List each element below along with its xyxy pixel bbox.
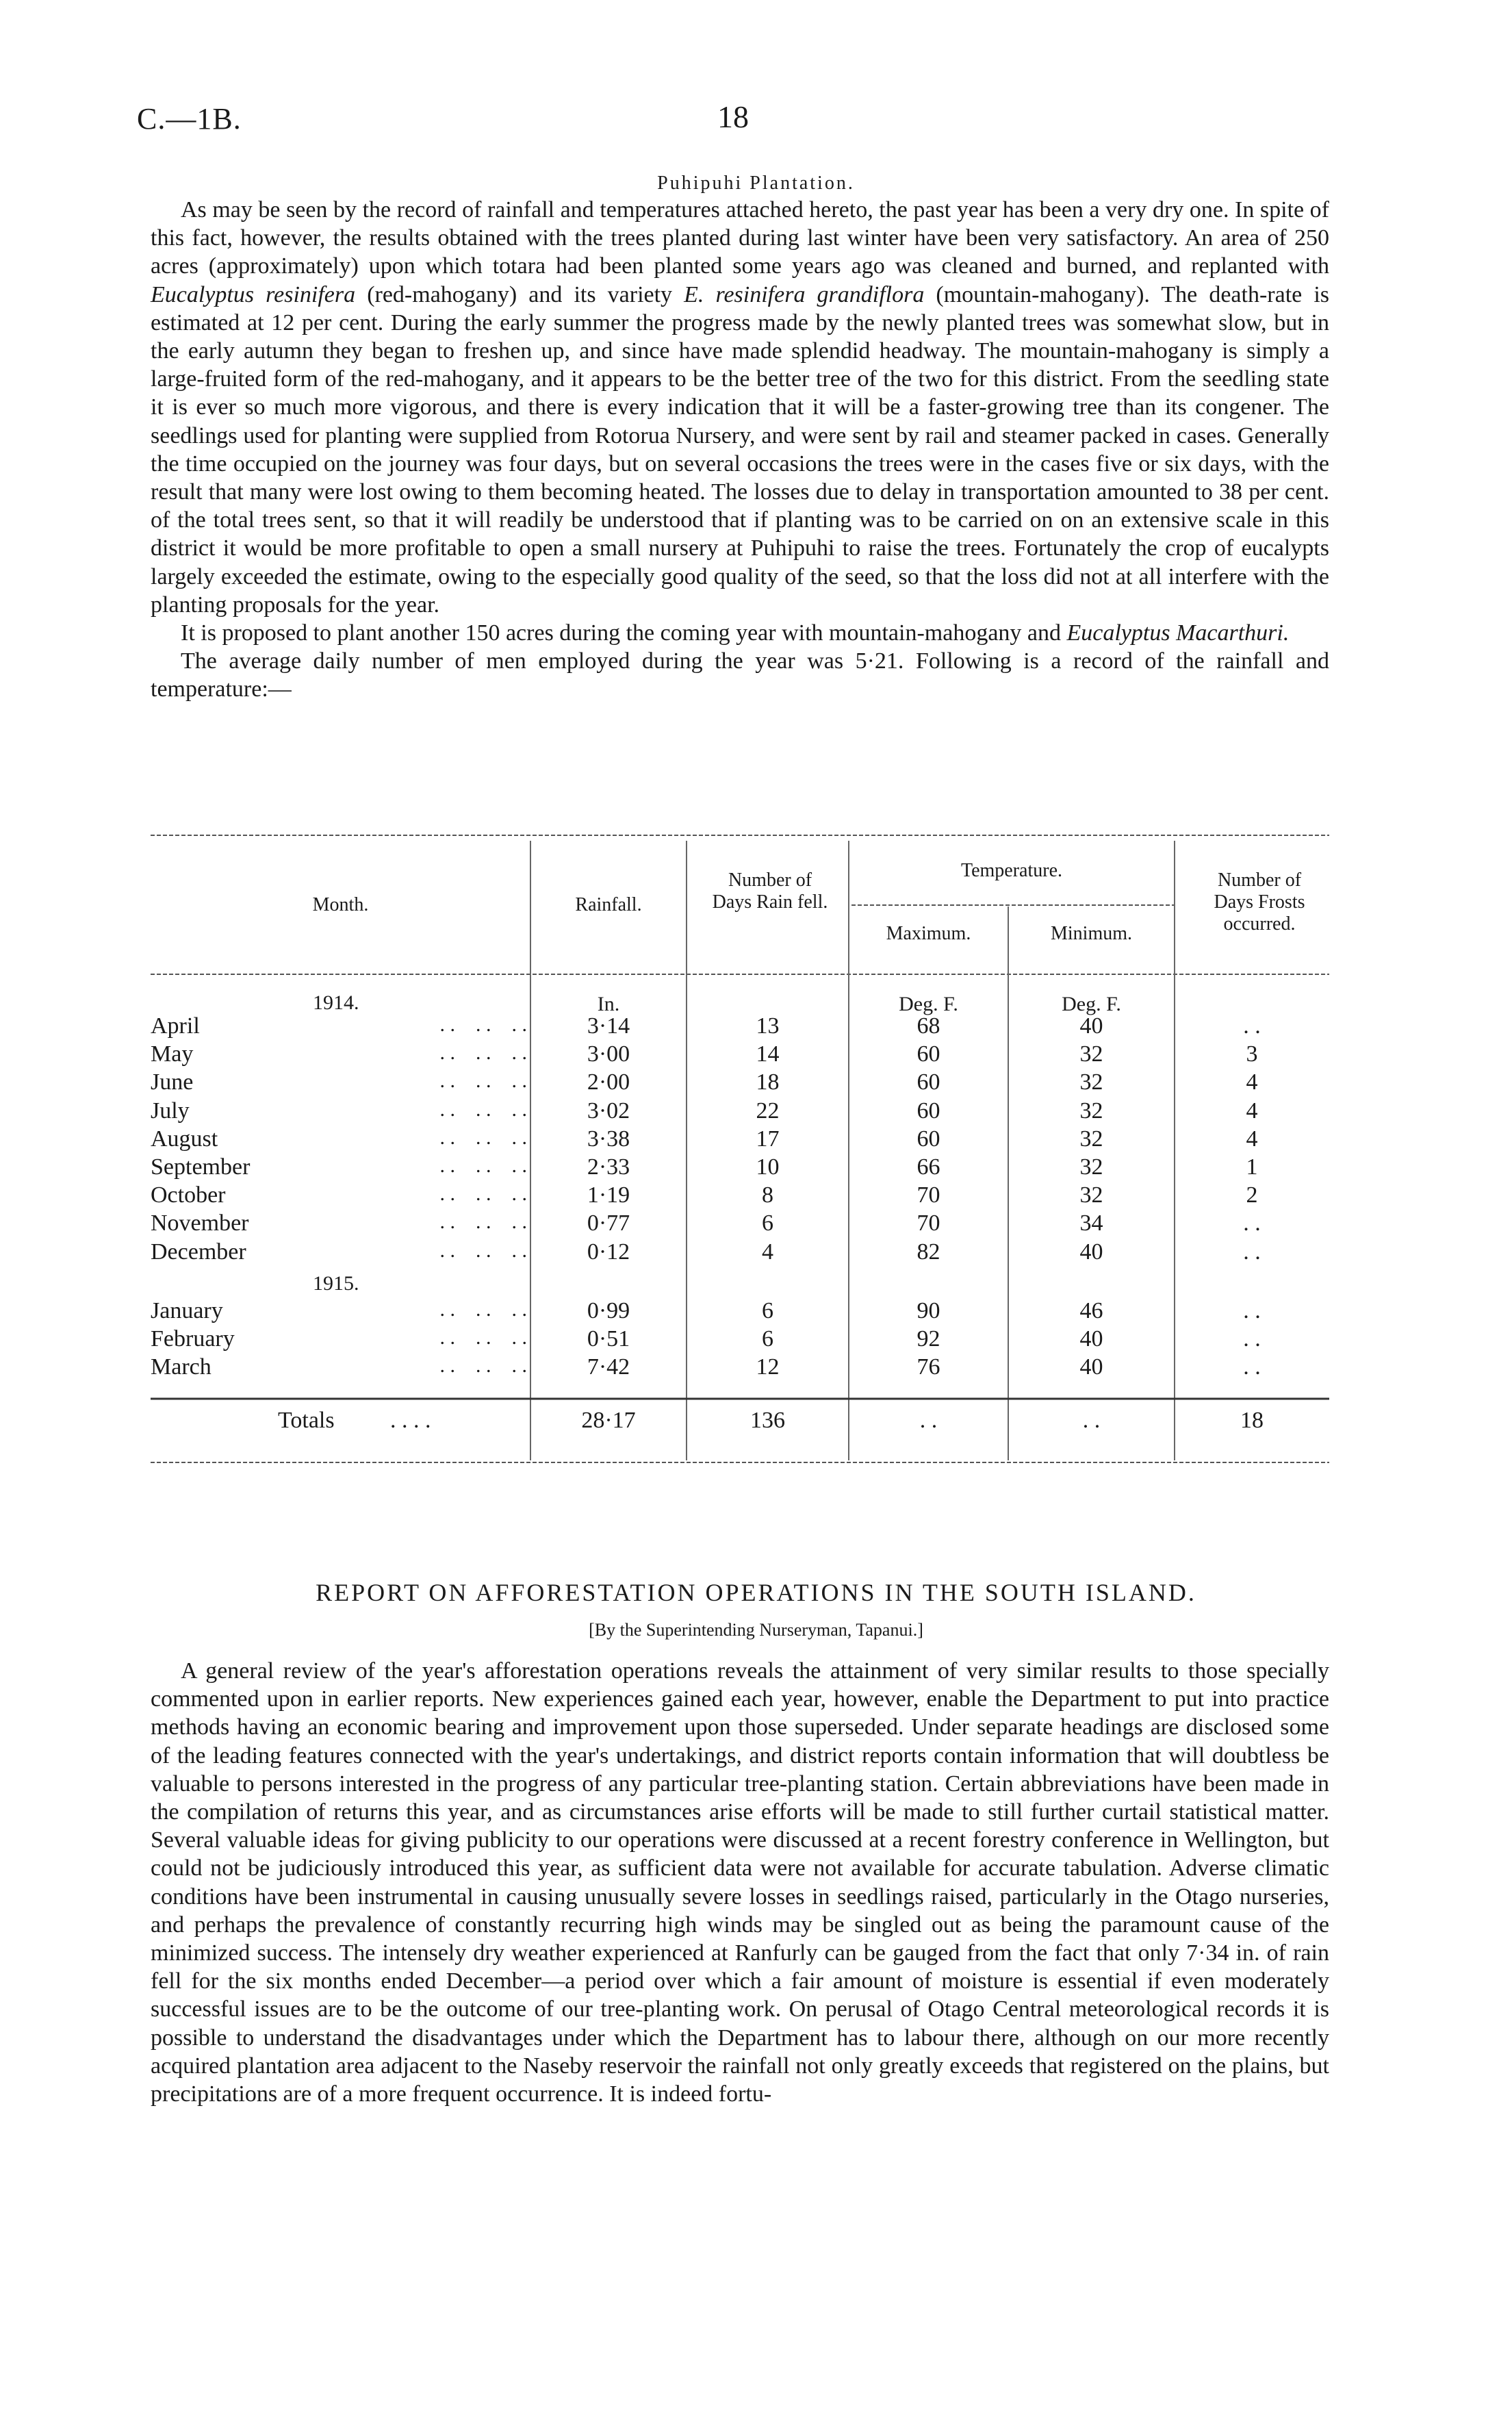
report-title: REPORT ON AFFORESTATION OPERATIONS IN THE SOUTH ISLAND. bbox=[316, 1579, 1196, 1606]
cell-rainfall: 0·99 bbox=[587, 1298, 630, 1323]
cell-rainfall: 2·00 bbox=[587, 1069, 630, 1095]
puhipuhi-paragraph-1 bbox=[151, 196, 1329, 619]
header-rainfall: Rainfall. bbox=[575, 894, 642, 915]
cell-max-temp: 76 bbox=[917, 1354, 940, 1380]
text-run: The average daily number of men employed during the year was 5·21. Following is a record of the rainfall and temperature:— bbox=[151, 648, 1329, 702]
cell-month: November bbox=[151, 1210, 249, 1236]
totals-label: Totals bbox=[278, 1408, 335, 1433]
section-title-puhipuhi: Puhipuhi Plantation. bbox=[657, 173, 855, 194]
report-text bbox=[151, 1657, 1329, 2108]
puhipuhi-paragraph-2 bbox=[151, 619, 1329, 647]
totals-leader-dots: . . . . bbox=[390, 1408, 431, 1433]
cell-days-rain: 14 bbox=[756, 1041, 780, 1067]
year-label-1915: 1915. bbox=[313, 1272, 359, 1295]
italic-species-name: E. resinifera grandiflora bbox=[684, 281, 925, 307]
text-run: As may be seen by the record of rainfall and temperatures attached hereto, the past year has been a very dry one. In spite of this fact, however, the results obtained with the trees planted during last winter have been very satisfactory. An area of 250 acres (approximately) upon which totara had been planted some years ago was cleaned and burned, and replanted with bbox=[151, 197, 1329, 279]
cell-min-temp: 32 bbox=[1079, 1154, 1103, 1180]
cell-max-temp: 66 bbox=[917, 1154, 940, 1180]
cell-month: April bbox=[151, 1013, 200, 1039]
cell-min-temp: 32 bbox=[1079, 1182, 1103, 1208]
cell-min-temp: 40 bbox=[1079, 1013, 1103, 1039]
cell-leader-dots: . . . . . . bbox=[439, 1354, 527, 1378]
cell-max-temp: 60 bbox=[917, 1098, 940, 1124]
cell-frosts: 4 bbox=[1246, 1069, 1258, 1095]
page-number: 18 bbox=[717, 99, 749, 134]
cell-min-temp: 32 bbox=[1079, 1069, 1103, 1095]
cell-frosts: 1 bbox=[1246, 1154, 1258, 1180]
text-run: (red-mahogany) and its variety bbox=[355, 281, 684, 307]
cell-max-temp: 90 bbox=[917, 1298, 940, 1323]
cell-days-rain: 6 bbox=[762, 1298, 773, 1323]
report-paragraph: A general review of the year's afforestation operations reveals the attainment of very similar results to those specially commented upon in earlier reports. New experiences gained each year, however, enable the Department to put into practice methods having an economic bearing and improvement upon those superseded. Under separate headings are disclosed some of the leading features connected with the year's undertakings, and district reports contain information that will doubtless be valuable to persons interested in the progress of any particular tree-planting station. Certain abbreviations have been made in the compilation of returns this year, and as circumstances arise efforts will be made to still further curtail statistical matter. Several valuable ideas for giving publicity to our operations were discussed at a recent forestry conference in Wellington, but could not be judiciously introduced this year, as sufficient data were not available for accurate tabulation. Adverse climatic conditions have been instrumental in causing unusually severe losses in seedlings raised, particularly in the Otago nurseries, and perhaps the prevalence of constantly recurring high winds may be singled out as being the paramount cause of the minimized success. The intensely dry weather experienced at Ranfurly can be gauged from the fact that only 7·34 in. of rain fell for the six months ended December—a period over which a fair amount of moisture is essential if even moderately successful issues are to be the outcome of our tree-planting work. On perusal of Otago Central meteorological records it is possible to understand the disadvantages under which the Department has to labour there, although on our more recently acquired plantation area adjacent to the Naseby reservoir the rainfall not only greatly exceeds that registered on the plains, but precipitations are of a more frequent occurrence. It is indeed fortu- bbox=[151, 1658, 1329, 2107]
totals-minimum: . . bbox=[1082, 1408, 1101, 1433]
cell-max-temp: 60 bbox=[917, 1041, 940, 1067]
cell-month: September bbox=[151, 1154, 251, 1180]
cell-max-temp: 68 bbox=[917, 1013, 940, 1039]
rainfall-temperature-table bbox=[151, 834, 1329, 1471]
puhipuhi-paragraph-3 bbox=[151, 647, 1329, 703]
cell-rainfall: 3·00 bbox=[587, 1041, 630, 1067]
cell-rainfall: 3·14 bbox=[587, 1013, 630, 1039]
cell-rainfall: 1·19 bbox=[587, 1182, 630, 1208]
header-temperature: Temperature. bbox=[960, 860, 1063, 881]
cell-max-temp: 60 bbox=[917, 1069, 940, 1095]
cell-month: June bbox=[151, 1069, 194, 1095]
cell-rainfall: 3·38 bbox=[587, 1126, 630, 1152]
cell-days-rain: 6 bbox=[762, 1326, 773, 1352]
header-maximum: Maximum. bbox=[886, 923, 971, 944]
cell-leader-dots: . . . . . . bbox=[439, 1210, 527, 1234]
cell-days-rain: 12 bbox=[756, 1354, 780, 1380]
cell-days-rain: 10 bbox=[756, 1154, 780, 1180]
cell-month: July bbox=[151, 1098, 190, 1124]
cell-frosts: . . bbox=[1243, 1210, 1261, 1236]
cell-month: October bbox=[151, 1182, 226, 1208]
header-frosts: Number of Days Frosts occurred. bbox=[1214, 870, 1305, 935]
cell-leader-dots: . . . . . . bbox=[439, 1239, 527, 1262]
totals-frosts: 18 bbox=[1240, 1408, 1264, 1433]
cell-days-rain: 8 bbox=[762, 1182, 773, 1208]
report-byline: [By the Superintending Nurseryman, Tapanui.] bbox=[589, 1620, 923, 1640]
cell-leader-dots: . . . . . . bbox=[439, 1154, 527, 1177]
cell-month: February bbox=[151, 1326, 235, 1352]
document-reference: C.—1B. bbox=[137, 102, 242, 136]
puhipuhi-text bbox=[151, 196, 1329, 704]
cell-max-temp: 60 bbox=[917, 1126, 940, 1152]
header-minimum: Minimum. bbox=[1050, 923, 1132, 944]
cell-rainfall: 0·12 bbox=[587, 1239, 630, 1265]
unit-maximum: Deg. F. bbox=[899, 993, 958, 1015]
header-days-rain: Number of Days Rain fell. bbox=[712, 870, 828, 913]
cell-leader-dots: . . . . . . bbox=[439, 1182, 527, 1206]
cell-frosts: 4 bbox=[1246, 1098, 1258, 1124]
cell-max-temp: 82 bbox=[917, 1239, 940, 1265]
cell-rainfall: 7·42 bbox=[587, 1354, 630, 1380]
totals-rainfall: 28·17 bbox=[581, 1408, 636, 1433]
italic-species-name: Eucalyptus Macarthuri. bbox=[1066, 620, 1290, 646]
cell-min-temp: 40 bbox=[1079, 1326, 1103, 1352]
cell-max-temp: 70 bbox=[917, 1182, 940, 1208]
cell-min-temp: 34 bbox=[1079, 1210, 1103, 1236]
cell-frosts: . . bbox=[1243, 1298, 1261, 1323]
unit-rainfall: In. bbox=[597, 993, 620, 1015]
cell-frosts: . . bbox=[1243, 1013, 1261, 1039]
cell-frosts: 2 bbox=[1246, 1182, 1258, 1208]
cell-min-temp: 32 bbox=[1079, 1126, 1103, 1152]
year-label-1914: 1914. bbox=[313, 991, 359, 1014]
cell-min-temp: 32 bbox=[1079, 1098, 1103, 1124]
cell-leader-dots: . . . . . . bbox=[439, 1098, 527, 1121]
totals-maximum: . . bbox=[919, 1408, 938, 1433]
cell-leader-dots: . . . . . . bbox=[439, 1013, 527, 1036]
cell-frosts: 3 bbox=[1246, 1041, 1258, 1067]
text-run: It is proposed to plant another 150 acres during the coming year with mountain-mahogany and bbox=[181, 620, 1067, 646]
cell-days-rain: 6 bbox=[762, 1210, 773, 1236]
cell-frosts: . . bbox=[1243, 1354, 1261, 1380]
cell-min-temp: 32 bbox=[1079, 1041, 1103, 1067]
cell-frosts: . . bbox=[1243, 1239, 1261, 1265]
cell-frosts: . . bbox=[1243, 1326, 1261, 1352]
cell-month: January bbox=[151, 1298, 223, 1323]
cell-frosts: 4 bbox=[1246, 1126, 1258, 1152]
cell-rainfall: 0·77 bbox=[587, 1210, 630, 1236]
cell-leader-dots: . . . . . . bbox=[439, 1041, 527, 1065]
cell-leader-dots: . . . . . . bbox=[439, 1298, 527, 1321]
cell-month: May bbox=[151, 1041, 194, 1067]
cell-min-temp: 40 bbox=[1079, 1239, 1103, 1265]
cell-leader-dots: . . . . . . bbox=[439, 1069, 527, 1093]
cell-days-rain: 18 bbox=[756, 1069, 780, 1095]
text-run: (mountain-mahogany). The death-rate is estimated at 12 per cent. During the early summer the progress made by the newly planted trees was somewhat slow, but in the early autumn they began to freshen up, and since have made splendid headway. The mountain-mahogany is simply a large-fruited form of the red-mahogany, and it appears to be the better tree of the two for this district. From the seedling state it is ever so much more vigorous, and there is every indication that it will be a faster-growing tree than its congener. The seedlings used for planting were supplied from Rotorua Nursery, and were sent by rail and steamer packed in cases. Generally the time occupied on the journey was four days, but on several occasions the trees were in the cases five or six days, with the result that many were lost owing to them becoming heated. The losses due to delay in transportation amounted to 38 per cent. of the total trees sent, so that it will readily be understood that if planting was to be carried on on an extensive scale in this district it would be more profitable to open a small nursery at Puhipuhi to raise the trees. Fortunately the crop of eucalypts largely exceeded the estimate, owing to the especially good quality of the seed, so that the loss did not at all interfere with the planting proposals for the year. bbox=[151, 281, 1329, 618]
cell-month: March bbox=[151, 1354, 212, 1380]
cell-days-rain: 22 bbox=[756, 1098, 780, 1124]
cell-month: December bbox=[151, 1239, 246, 1265]
cell-rainfall: 2·33 bbox=[587, 1154, 630, 1180]
cell-leader-dots: . . . . . . bbox=[439, 1126, 527, 1149]
cell-leader-dots: . . . . . . bbox=[439, 1326, 527, 1349]
totals-days: 136 bbox=[750, 1408, 785, 1433]
cell-max-temp: 92 bbox=[917, 1326, 940, 1352]
cell-days-rain: 13 bbox=[756, 1013, 780, 1039]
cell-days-rain: 17 bbox=[756, 1126, 780, 1152]
cell-min-temp: 46 bbox=[1079, 1298, 1103, 1323]
cell-rainfall: 0·51 bbox=[587, 1326, 630, 1352]
header-month: Month. bbox=[312, 894, 369, 915]
cell-max-temp: 70 bbox=[917, 1210, 940, 1236]
unit-minimum: Deg. F. bbox=[1062, 993, 1121, 1015]
cell-min-temp: 40 bbox=[1079, 1354, 1103, 1380]
cell-month: August bbox=[151, 1126, 218, 1152]
italic-species-name: Eucalyptus resinifera bbox=[151, 281, 356, 307]
cell-days-rain: 4 bbox=[762, 1239, 773, 1265]
cell-rainfall: 3·02 bbox=[587, 1098, 630, 1124]
